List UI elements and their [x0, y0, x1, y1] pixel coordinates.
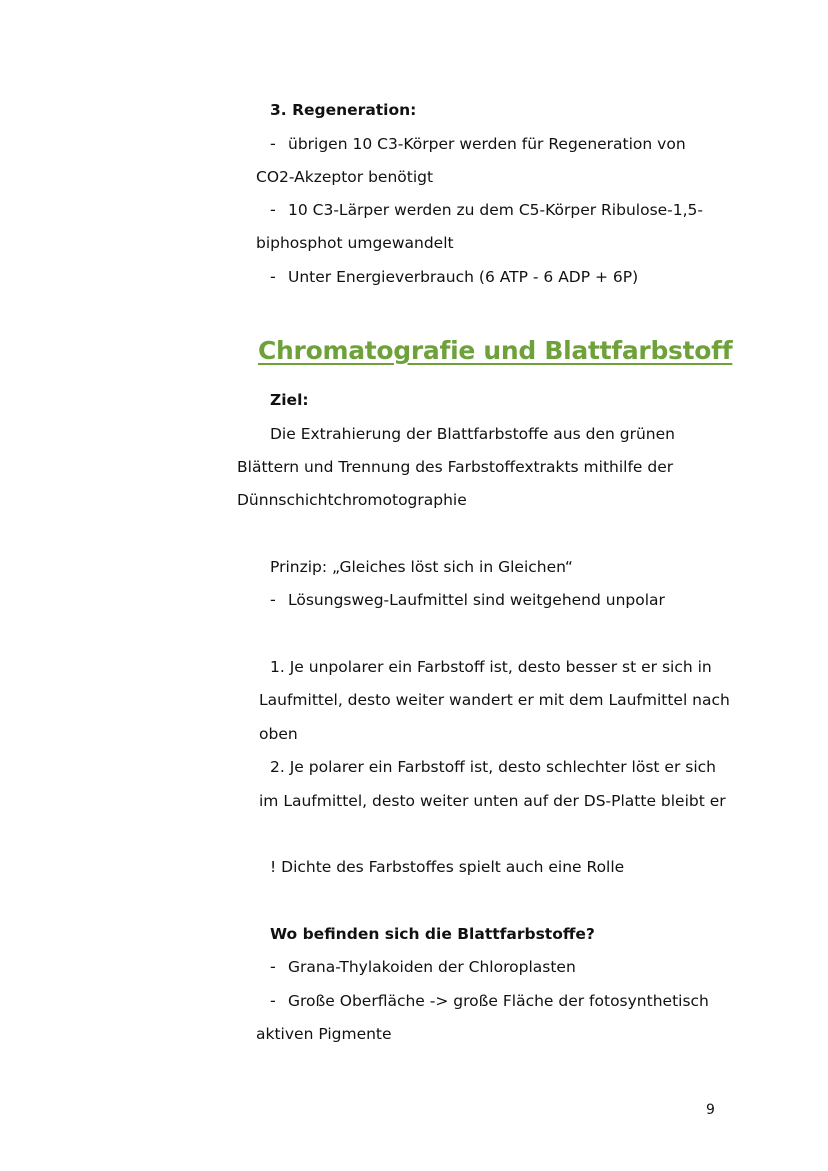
note-text: ! Dichte des Farbstoffes spielt auch eine Rolle [270, 858, 625, 876]
bullet-text: Grana-Thylakoiden der Chloroplasten [288, 958, 576, 976]
regeneration-title: 3. Regeneration: [270, 101, 417, 119]
dash-bullet-icon: - [270, 200, 276, 219]
point-2-line-2: im Laufmittel, desto weiter unten auf der DS-Platte bleibt er [259, 792, 726, 810]
regeneration-bullet-1-cont: CO2-Akzeptor benötigt [256, 168, 434, 186]
ziel-text-line-1: Die Extrahierung der Blattfarbstoffe aus den grünen [270, 425, 675, 443]
page-number: 9 [706, 1102, 715, 1118]
section-heading: Chromatografie und Blattfarbstoff [258, 336, 733, 365]
location-bullet-2 [270, 991, 709, 1011]
point-1-line-2: Laufmittel, desto weiter wandert er mit dem Laufmittel nach [259, 691, 730, 709]
bullet-text: 10 C3-Lärper werden zu dem C5-Körper Ribulose-1,5- [288, 201, 704, 219]
regeneration-bullet-2 [270, 200, 703, 220]
ziel-label: Ziel: [270, 391, 309, 409]
prinzip-text: Prinzip: „Gleiches löst sich in Gleichen“ [270, 558, 573, 576]
bullet-text: übrigen 10 C3-Körper werden für Regeneration von [288, 135, 686, 153]
dash-bullet-icon: - [270, 957, 276, 976]
regeneration-bullet-1 [270, 134, 686, 154]
location-bullet-2-cont: aktiven Pigmente [256, 1025, 392, 1043]
regeneration-bullet-2-cont: biphosphot umgewandelt [256, 234, 454, 252]
ziel-text-line-3: Dünnschichtchromotographie [237, 491, 467, 509]
point-1-line-3: oben [259, 725, 298, 743]
bullet-text: Große Oberfläche -> große Fläche der fotosynthetisch [288, 992, 709, 1010]
prinzip-bullet [270, 590, 665, 610]
dash-bullet-icon: - [270, 134, 276, 153]
regeneration-bullet-3 [270, 267, 638, 287]
dash-bullet-icon: - [270, 991, 276, 1010]
point-1-line-1: 1. Je unpolarer ein Farbstoff ist, desto besser st er sich in [270, 658, 712, 676]
location-bullet-1 [270, 957, 576, 977]
bullet-text: Lösungsweg-Laufmittel sind weitgehend unpolar [288, 591, 665, 609]
dash-bullet-icon: - [270, 590, 276, 609]
dash-bullet-icon: - [270, 267, 276, 286]
ziel-text-line-2: Blättern und Trennung des Farbstoffextrakts mithilfe der [237, 458, 674, 476]
location-question: Wo befinden sich die Blattfarbstoffe? [270, 925, 595, 943]
bullet-text: Unter Energieverbrauch (6 ATP - 6 ADP + 6P) [288, 268, 639, 286]
point-2-line-1: 2. Je polarer ein Farbstoff ist, desto schlechter löst er sich [270, 758, 716, 776]
